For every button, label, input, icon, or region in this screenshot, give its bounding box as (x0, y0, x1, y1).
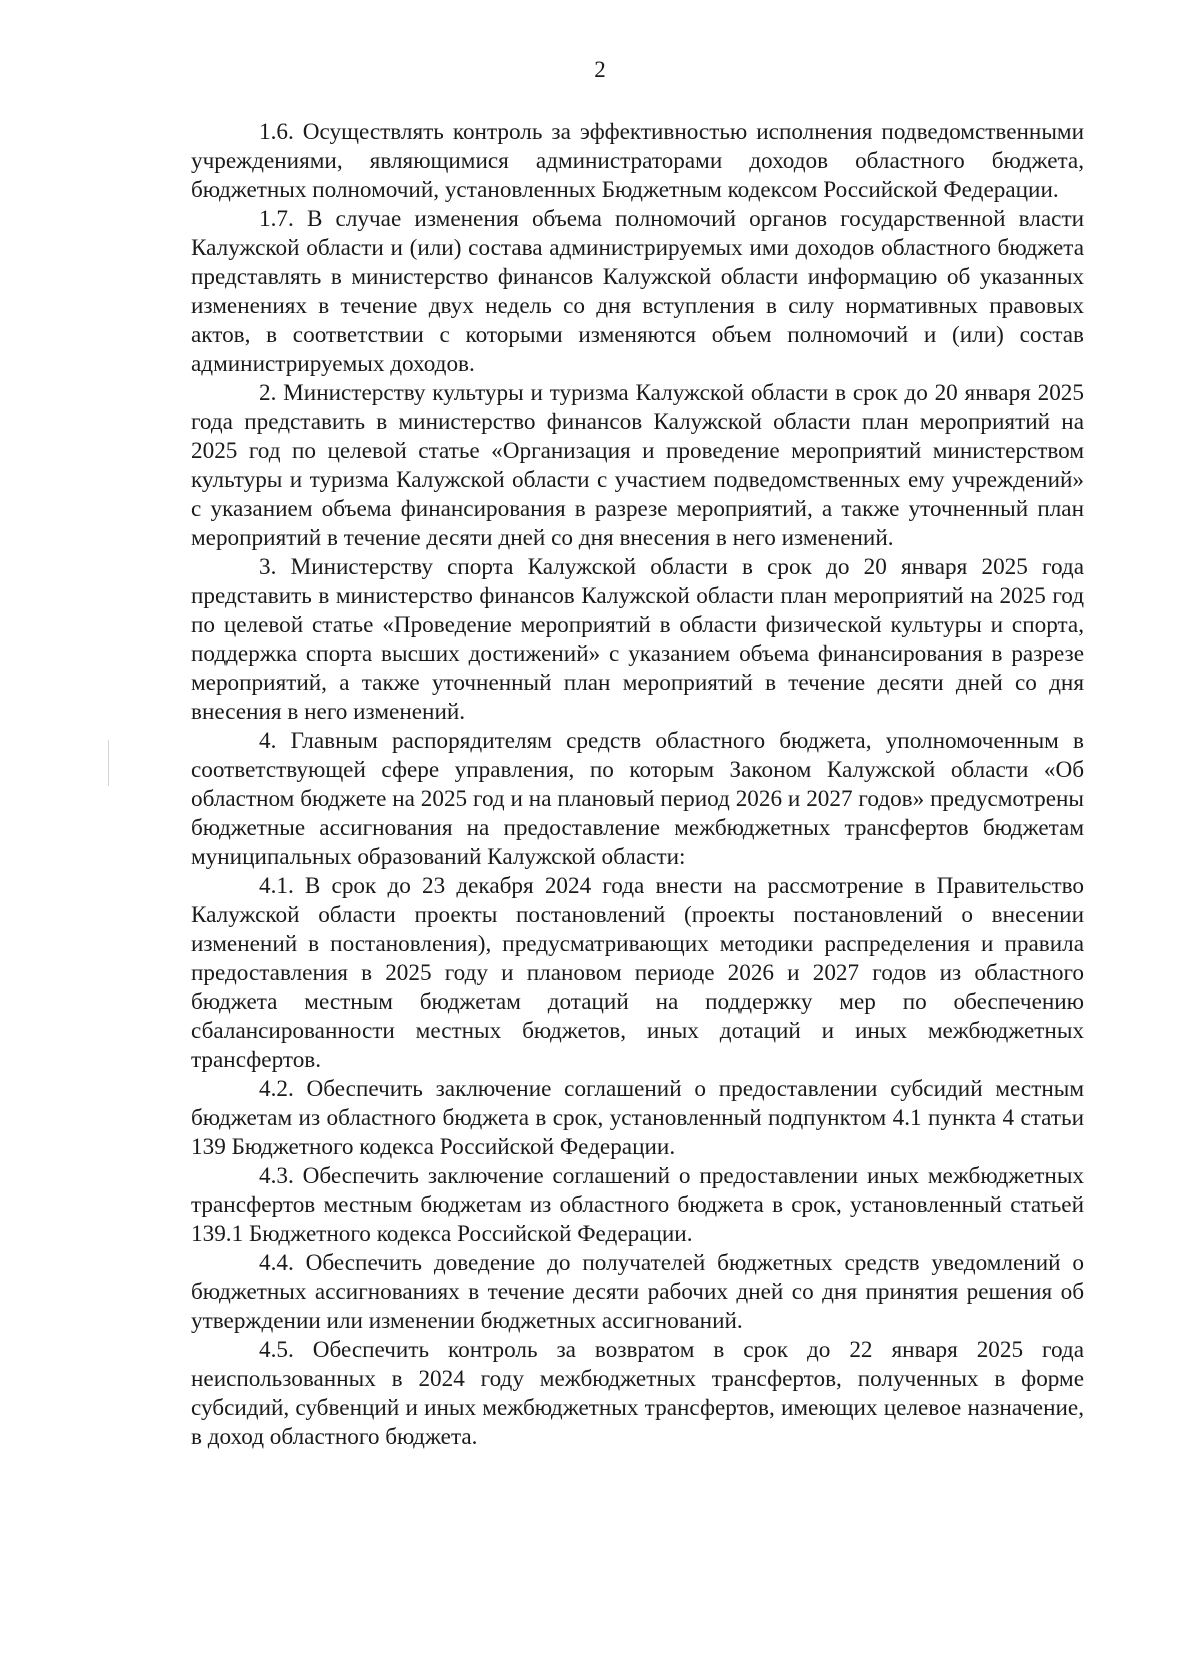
paragraph-4-2: 4.2. Обеспечить заключение соглашений о предоставлении субсидий местным бюджетам из областного бюджета в срок, установленный подпунктом 4.1 пункта 4 статьи 139 Бюджетного кодекса Российской Федерации. (191, 1076, 1084, 1160)
paragraph-1-7: 1.7. В случае изменения объема полномочий органов государственной власти Калужской области и (или) состава администрируемых ими доходов областного бюджета представлять в министерство финансов Калужской области информацию об указанных изменениях в течение двух недель со дня вступления в силу нормативных правовых актов, в соответствии с которыми изменяются объем полномочий и (или) состав администрируемых доходов. (191, 206, 1084, 377)
page-number: 2 (594, 57, 606, 82)
paragraph-4-5: 4.5. Обеспечить контроль за возвратом в срок до 22 января 2025 года неиспользованных в 2024 году межбюджетных трансфертов, полученных в форме субсидий, субвенций и иных межбюджетных трансфертов, имеющих целевое назначение, в доход областного бюджета. (191, 1337, 1084, 1450)
paragraph-2: 2. Министерству культуры и туризма Калужской области в срок до 20 января 2025 года представить в министерство финансов Калужской области план мероприятий на 2025 год по целевой статье «Организация и проведение мероприятий министерством культуры и туризма Калужской области с участием подведомственных ему учреждений» с указанием объема финансирования в разрезе мероприятий, а также уточненный план мероприятий в течение десяти дней со дня внесения в него изменений. (191, 380, 1084, 551)
paragraph-4: 4. Главным распорядителям средств областного бюджета, уполномоченным в соответствующей сфере управления, по которым Законом Калужской области «Об областном бюджете на 2025 год и на плановый период 2026 и 2027 годов» предусмотрены бюджетные ассигнования на предоставление межбюджетных трансфертов бюджетам муниципальных образований Калужской области: (191, 728, 1084, 870)
scan-margin-mark (108, 740, 109, 786)
paragraph-3: 3. Министерству спорта Калужской области в срок до 20 января 2025 года представить в министерство финансов Калужской области план мероприятий на 2025 год по целевой статье «Проведение мероприятий в области физической культуры и спорта, поддержка спорта высших достижений» с указанием объема финансирования в разрезе мероприятий, а также уточненный план мероприятий в течение десяти дней со дня внесения в него изменений. (191, 554, 1084, 725)
paragraph-1-6: 1.6. Осуществлять контроль за эффективностью исполнения подведомственными учреждениями, являющимися администраторами доходов областного бюджета, бюджетных полномочий, установленных Бюджетным кодексом Российской Федерации. (191, 119, 1084, 203)
paragraph-4-3: 4.3. Обеспечить заключение соглашений о предоставлении иных межбюджетных трансфертов местным бюджетам из областного бюджета в срок, установленный статьей 139.1 Бюджетного кодекса Российской Федерации. (191, 1163, 1084, 1247)
paragraph-4-1: 4.1. В срок до 23 декабря 2024 года внести на рассмотрение в Правительство Калужской области проекты постановлений (проекты постановлений о внесении изменений в постановления), предусматривающих методики распределения и правила предоставления в 2025 году и плановом периоде 2026 и 2027 годов из областного бюджета местным бюджетам дотаций на поддержку мер по обеспечению сбалансированности местных бюджетов, иных дотаций и иных межбюджетных трансфертов. (191, 873, 1084, 1073)
paragraph-4-4: 4.4. Обеспечить доведение до получателей бюджетных средств уведомлений о бюджетных ассигнованиях в течение десяти рабочих дней со дня принятия решения об утверждении или изменении бюджетных ассигнований. (191, 1250, 1084, 1334)
document-body (191, 118, 1084, 1452)
